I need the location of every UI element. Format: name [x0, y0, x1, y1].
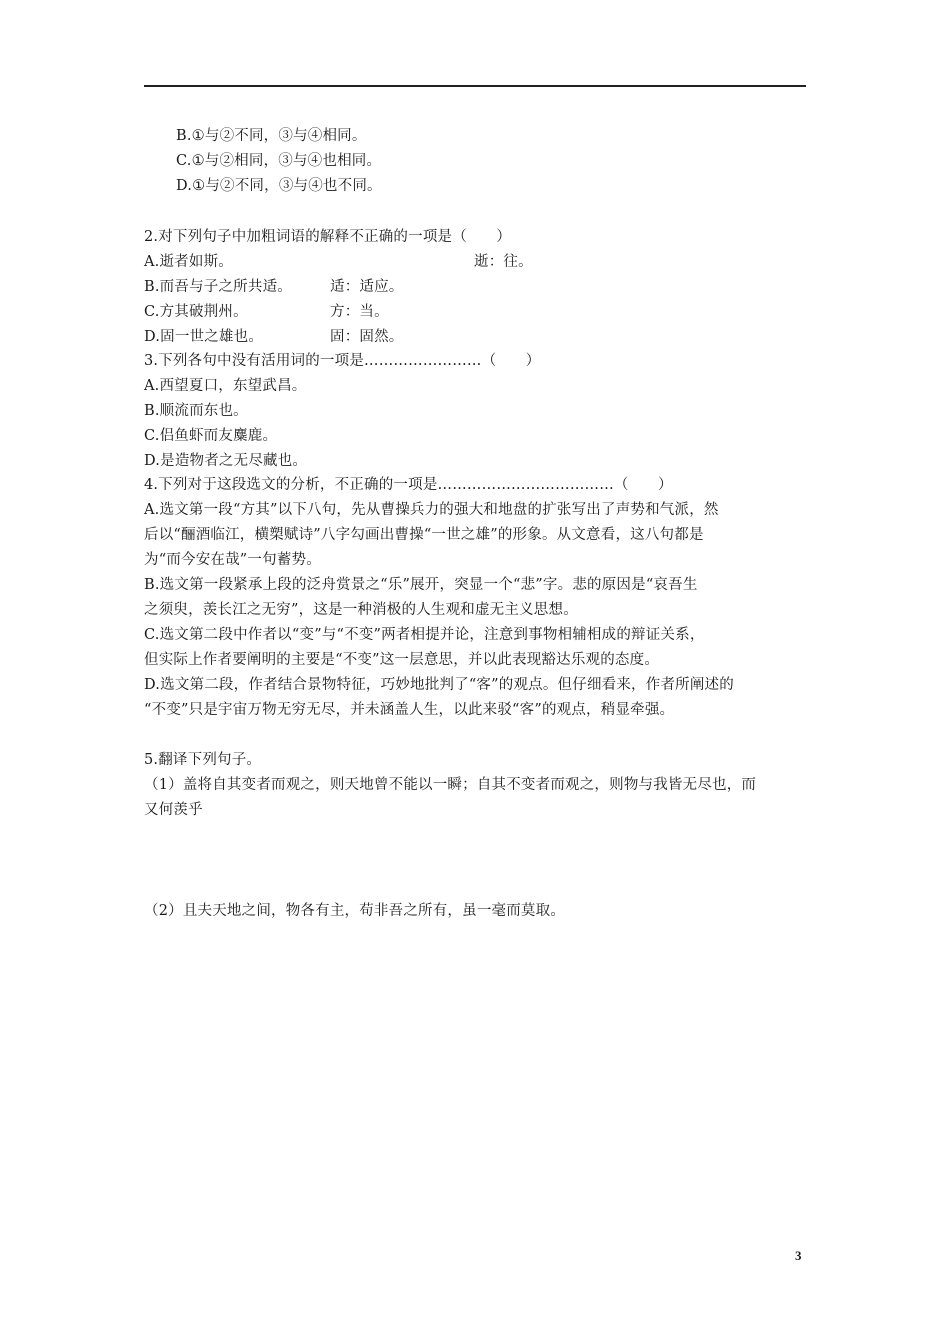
- q3-option-d: D.是造物者之无尽藏也。: [144, 453, 308, 469]
- q3-option-c: C.侣鱼虾而友麋鹿。: [144, 428, 278, 444]
- q5-sentence-2: （2）且夫天地之间，物各有主，苟非吾之所有，虽一毫而莫取。: [144, 903, 566, 919]
- q2-option-d-sentence: D.固一世之雄也。: [144, 329, 264, 345]
- q4-line: “不变”只是宇宙万物无穷无尽，并未涵盖人生，以此来驳“客”的观点，稍显牵强。: [144, 702, 675, 718]
- q5-sentence-1-line: （1）盖将自其变者而观之，则天地曾不能以一瞬；自其不变者而观之，则物与我皆无尽也，而: [144, 777, 757, 793]
- q4-stem: 4.下列对于这段选文的分析，不正确的一项是………………………………（ ）: [144, 477, 673, 493]
- q2-option-a-sentence: A.逝者如斯。: [144, 254, 233, 270]
- q3-stem: 3.下列各句中没有活用词的一项是……………………（ ）: [144, 353, 541, 369]
- q2-option-c-sentence: C.方其破荆州。: [144, 304, 248, 320]
- q2-option-b-sentence: B.而吾与子之所共适。: [144, 279, 292, 295]
- q2-stem: 2.对下列句子中加粗词语的解释不正确的一项是（ ）: [144, 229, 512, 245]
- q3-option-a: A.西望夏口，东望武昌。: [144, 378, 307, 394]
- q2-option-c: [144, 303, 806, 321]
- q4-line: 但实际上作者要阐明的主要是“不变”这一层意思，并以此表现豁达乐观的态度。: [144, 652, 660, 668]
- q5-stem: 5.翻译下列句子。: [144, 752, 262, 768]
- q1-option-b: B.①与②不同，③与④相同。: [176, 128, 367, 144]
- q2-option-a: [144, 253, 533, 271]
- q4-line: D.选文第二段，作者结合景物特征，巧妙地批判了“客”的观点。但仔细看来，作者所阐述的: [144, 677, 734, 693]
- q1-option-c: C.①与②相同，③与④也相同。: [176, 153, 382, 169]
- q2-option-b: [144, 278, 806, 296]
- q5-sentence-1-line: 又何羡乎: [144, 802, 203, 818]
- header-rule: [144, 85, 806, 87]
- q4-line: 后以“酾酒临江，横槊赋诗”八字勾画出曹操“一世之雄”的形象。从文意看，这八句都是: [144, 527, 704, 543]
- q4-line: B.选文第一段紧承上段的泛舟赏景之“乐”展开，突显一个“悲”字。悲的原因是“哀吾生: [144, 577, 698, 593]
- q4-line: C.选文第二段中作者以“变”与“不变”两者相提并论，注意到事物相辅相成的辩证关系，: [144, 627, 705, 643]
- q4-line: 之须臾，羡长江之无穷”，这是一种消极的人生观和虚无主义思想。: [144, 602, 578, 618]
- q3-option-b: B.顺流而东也。: [144, 403, 248, 419]
- q2-option-d-gloss: 固：固然。: [330, 329, 404, 345]
- q4-line: A.选文第一段“方其”以下八句，先从曹操兵力的强大和地盘的扩张写出了声势和气派，然: [144, 502, 719, 518]
- page-number: 3: [795, 1248, 802, 1263]
- q2-option-a-gloss: 逝：往。: [474, 254, 533, 270]
- q2-option-b-gloss: 适：适应。: [330, 279, 404, 295]
- q1-option-d: D.①与②不同，③与④也不同。: [176, 178, 382, 194]
- q2-option-c-gloss: 方：当。: [330, 304, 389, 320]
- q2-option-d: [144, 328, 806, 346]
- q4-line: 为“而今安在哉”一句蓄势。: [144, 552, 321, 568]
